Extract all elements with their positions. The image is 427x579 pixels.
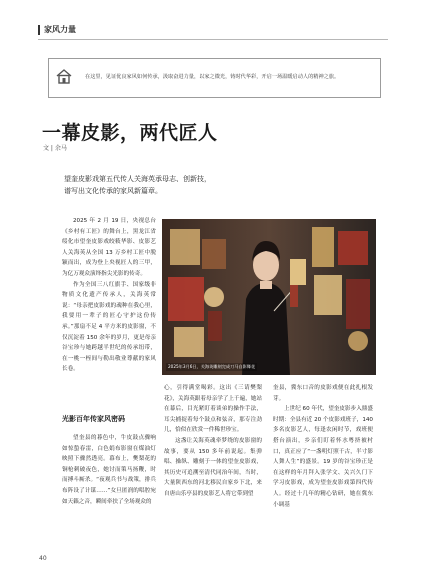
house-icon	[55, 67, 73, 85]
body-column-3	[273, 383, 373, 510]
paragraph: 望奎县的暮色中，牛皮鼓点骤响如惊蛰春雷，白色娟布影窗在煤油灯映照下骤然透亮。幕布上，樊梨花的铜枪刺破夜色，她讨而策马扬鞭，时而搏斗厮杀。“夜观兵书与战策，排兵布阵设了计谋……”女旦匿润的唱腔宛如天籁之音，瞬间牵扶了全场观众的	[62, 435, 156, 505]
paragraph: 作为全国三八红旗手、国家级非物质文化遗产传承人，关海英常说：“母亲把皮影戏的魂种在我心里，我要用一辈子的匠心守护这份传承。”那扇不足 4 平方米的皮影窗，不仅沉淀着 150 余年的岁月，更是母亲谷宝珍与她跨越半世纪的传承纽带，在一桃一桎间与勒出敬业尊献的家风长卷。	[62, 281, 156, 373]
paragraph: 2025 年 2 月 19 日，央视总台《乡村有工匠》的舞台上，黑龙江省绥化市望奎皮影戏皎筱华影、皮影艺人关海英从全国 13 万乡村工匠中脱颖而出，成为登上央视匠人的三甲，为亿万观众演绎指尖光影的传奇。	[62, 218, 156, 277]
intro-box	[48, 58, 381, 98]
article-title: 一幕皮影，两代匠人	[42, 122, 218, 144]
section-header	[38, 24, 388, 36]
intro-text: 在这里，见证优良家风如何传承，汲取奋进力量，以家之微光，铸时代华彩，开启一场温暖启动人的精神之旅。	[85, 74, 340, 80]
page-number: 40	[39, 555, 47, 562]
section-title: 家风力量	[44, 25, 76, 34]
section-marker	[38, 25, 40, 35]
paragraph: 上世纪 60 年代，望奎皮影步入鼎盛时期：全县有近 20 个皮影戏班子，140 多名皮影艺人，每逢农闲时节，戏班便搭台演出，乡亲们盯着怀水粤挤被村口，真正应了“一盏明灯照千古，半寸影人舞人生”的盛景。19 岁的谷宝珍正是在这样的年月拜入张学文、关兴久门下学习皮影戏，成为望奎皮影戏第四代传人。经过十几年的精心钻研，她在冀东小调基	[273, 406, 373, 508]
article-photo	[162, 219, 376, 375]
lead-line: 谱写出文化传承的家风新篇章。	[64, 187, 162, 195]
section-subheading: 光影百年传家风密码	[62, 415, 125, 423]
body-column-1	[62, 216, 156, 375]
article-author: 文 | 余马	[43, 145, 67, 152]
body-column-1-lower	[62, 433, 156, 507]
paragraph: 这盏让关海英魂牵梦绕的皮影窗的故事，要从 150 多年前说起。集弹唱、操纵、雕刻于一体的望奎皮影戏，其历史可追溯至清代同治年间，当时，大量陕西东的河北移民自家乡下北，来自唐山乐亭县的皮影艺人将它带到望	[164, 437, 262, 497]
article-lead	[64, 173, 314, 197]
paragraph: 奎县，冀东口音的皮影戏便在此扎根发芽。	[273, 385, 373, 402]
photo-caption: 2025年3月6日，关海英雕刻完成刀马自影舞花	[168, 364, 256, 369]
body-column-2	[164, 383, 262, 500]
shadow-puppet-photo	[162, 219, 376, 375]
section-divider	[38, 39, 388, 40]
paragraph: 心，引得满堂喝彩。这出《三请樊梨花》，关海英跟着母亲学了上千遍，她站在幕后，目光紧盯着谈弟的操作手法，耳尖捕捉着每个鼓点和弦音，那专注劲儿，恰似在欣赏一件稀世珍宝。	[164, 385, 262, 434]
lead-line: 望奎皮影戏第五代传人关海英承母志、创新技，	[64, 175, 211, 183]
